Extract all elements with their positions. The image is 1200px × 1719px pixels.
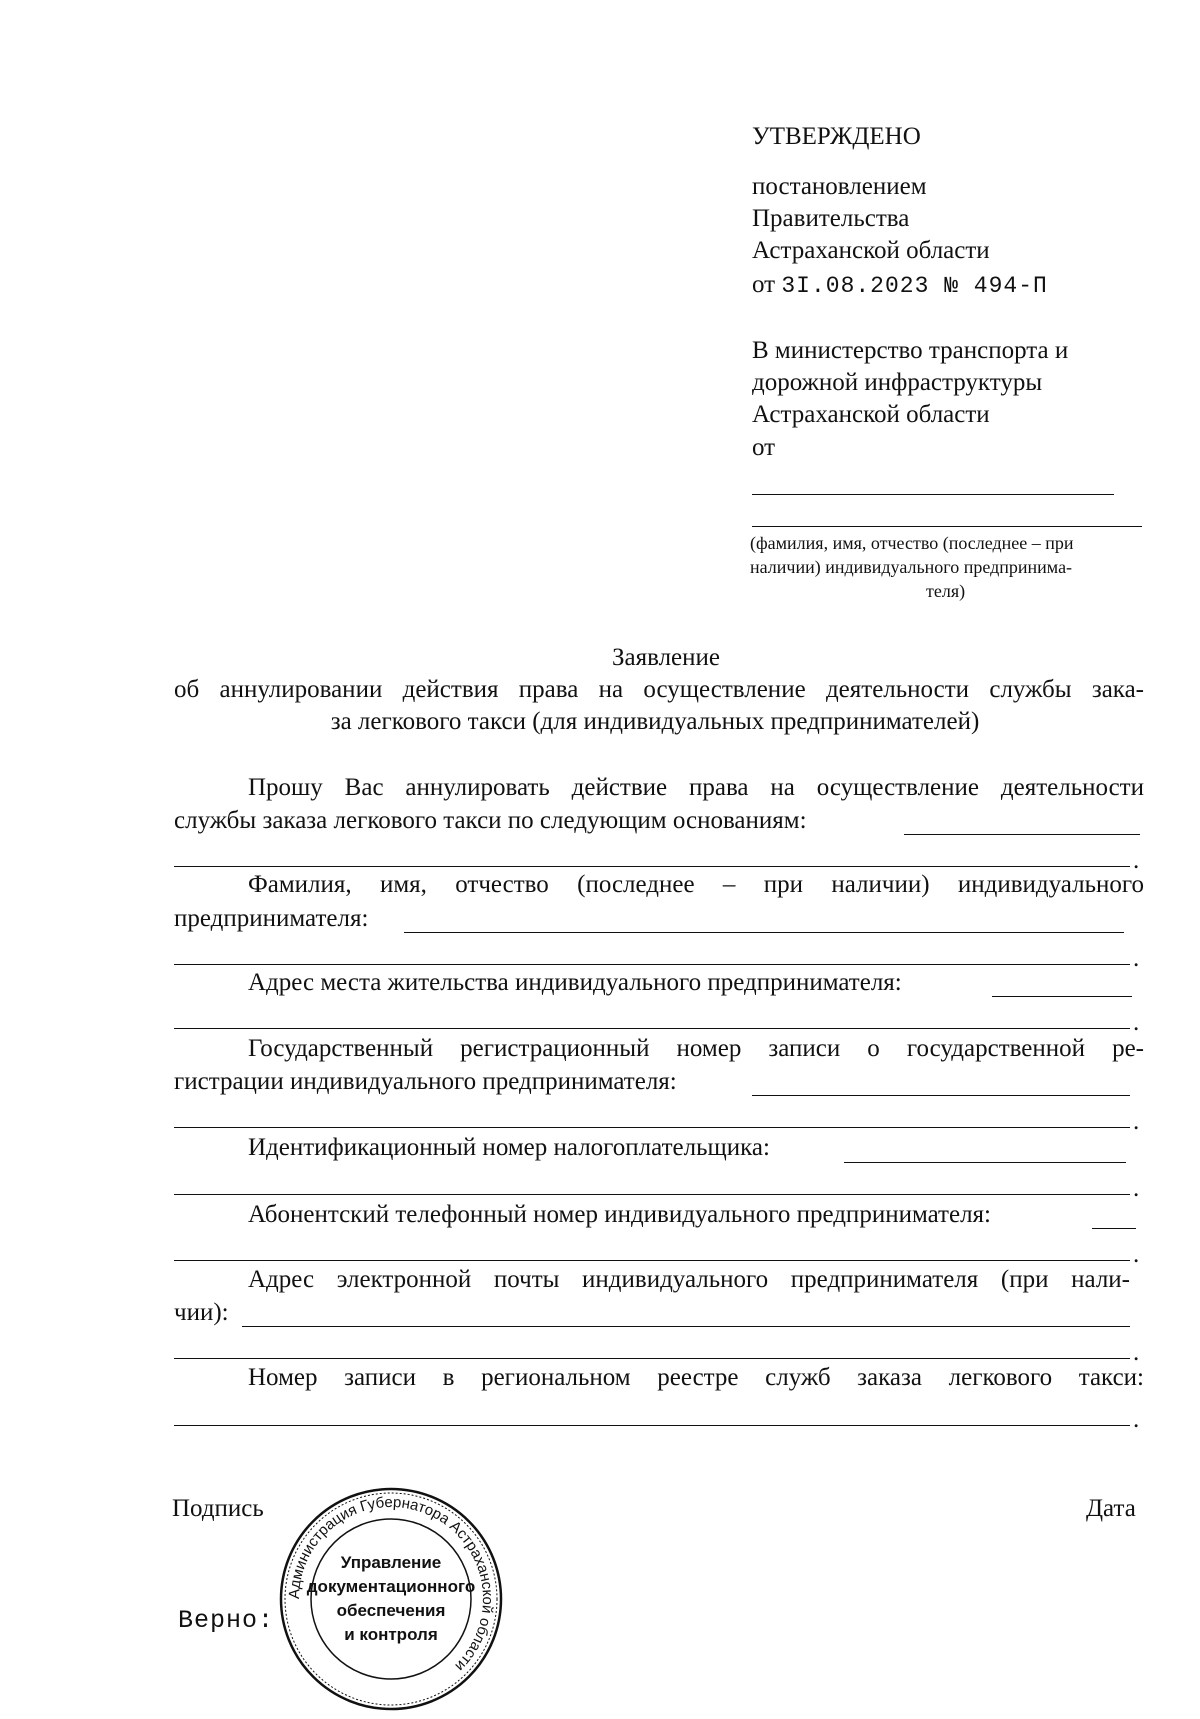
approval-date-prefix: от <box>752 271 782 298</box>
ogrnip-period: . <box>1133 1108 1140 1135</box>
registry-field[interactable] <box>174 1425 1130 1426</box>
address-label: Адрес места жительства индивидуального предпринимателя: <box>248 969 902 996</box>
phone-label: Абонентский телефонный номер индивидуального предпринимателя: <box>248 1201 991 1228</box>
seal-outer-ring <box>281 1489 501 1709</box>
seal-inner-line-3: обеспечения <box>336 1601 446 1620</box>
fio-field-2[interactable] <box>174 964 1130 965</box>
date-label: Дата <box>1086 1495 1136 1522</box>
email-label-line-2: чии): <box>174 1299 229 1326</box>
email-field-2[interactable] <box>174 1358 1130 1359</box>
inn-field-2[interactable] <box>174 1194 1130 1195</box>
addressee-from: от <box>752 434 776 461</box>
official-seal <box>276 1484 506 1714</box>
ogrnip-label-line-2: гистрации индивидуального предпринимателя: <box>174 1068 677 1095</box>
inn-field-1[interactable] <box>844 1162 1126 1163</box>
registry-label: Номер записи в региональном реестре служб заказа легкового такси: <box>248 1364 1144 1391</box>
seal-outer-text: Администрация Губернатора Астраханской области <box>285 1493 497 1675</box>
seal-inner-ring <box>311 1519 471 1679</box>
approval-line-1: постановлением <box>752 173 927 200</box>
seal-inner-line-2: документационного <box>306 1577 476 1596</box>
grounds-field-1[interactable] <box>904 834 1140 835</box>
addressee-blank-1 <box>752 494 1114 495</box>
approval-title: УТВЕРЖДЕНО <box>752 123 921 150</box>
seal-inner-line-4: и контроля <box>344 1625 438 1644</box>
ogrnip-field-1[interactable] <box>752 1095 1130 1096</box>
phone-field-1[interactable] <box>1092 1228 1136 1229</box>
phone-period: . <box>1133 1241 1140 1268</box>
addressee-line-2: дорожной инфраструктуры <box>752 369 1043 396</box>
email-period: . <box>1133 1339 1140 1366</box>
addressee-caption-line-3: теля) <box>926 581 966 601</box>
approval-date <box>752 270 1048 301</box>
statement-subtitle-line-1: об аннулировании действия права на осуществление деятельности службы зака- <box>174 676 1144 703</box>
statement-title: Заявление <box>611 644 721 671</box>
approval-line-2: Правительства <box>752 205 910 232</box>
fio-label-line-2: предпринимателя: <box>174 905 369 932</box>
addressee-caption-line-1: (фамилия, имя, отчество (последнее – при <box>750 533 1074 553</box>
signature-label: Подпись <box>172 1495 264 1522</box>
ogrnip-field-2[interactable] <box>174 1127 1130 1128</box>
address-field-2[interactable] <box>174 1028 1130 1029</box>
addressee-line-3: Астраханской области <box>752 401 990 428</box>
registry-period: . <box>1133 1406 1140 1433</box>
verified-label: Верно: <box>178 1606 275 1635</box>
address-field-1[interactable] <box>992 996 1132 997</box>
seal-inner-line-1: Управление <box>340 1553 442 1572</box>
request-line-1: Прошу Вас аннулировать действие права на осуществление деятельности <box>248 774 1144 801</box>
grounds-field-2[interactable] <box>174 866 1130 867</box>
fio-field-1[interactable] <box>404 932 1124 933</box>
grounds-period: . <box>1133 847 1140 874</box>
inn-period: . <box>1133 1175 1140 1202</box>
addressee-blank-2 <box>752 526 1142 527</box>
inn-label: Идентификационный номер налогоплательщика: <box>248 1134 770 1161</box>
fio-period: . <box>1133 945 1140 972</box>
email-label-line-1: Адрес электронной почты индивидуального предпринимателя (при нали- <box>248 1266 1130 1293</box>
fio-label-line-1: Фамилия, имя, отчество (последнее – при наличии) индивидуального <box>248 871 1144 898</box>
seal-graphic <box>276 1484 506 1714</box>
request-line-2: службы заказа легкового такси по следующим основаниям: <box>174 807 807 834</box>
approval-date-value: 3I.08.2023 № 494-П <box>781 273 1048 299</box>
phone-field-2[interactable] <box>174 1260 1130 1261</box>
approval-line-3: Астраханской области <box>752 237 990 264</box>
address-period: . <box>1133 1009 1140 1036</box>
addressee-line-1: В министерство транспорта и <box>752 337 1069 364</box>
addressee-caption-line-2: наличии) индивидуального предпринима- <box>750 557 1073 577</box>
statement-subtitle-line-2: за легкового такси (для индивидуальных предпринимателей) <box>330 708 980 735</box>
ogrnip-label-line-1: Государственный регистрационный номер записи о государственной ре- <box>248 1035 1144 1062</box>
email-field-1[interactable] <box>242 1326 1130 1327</box>
